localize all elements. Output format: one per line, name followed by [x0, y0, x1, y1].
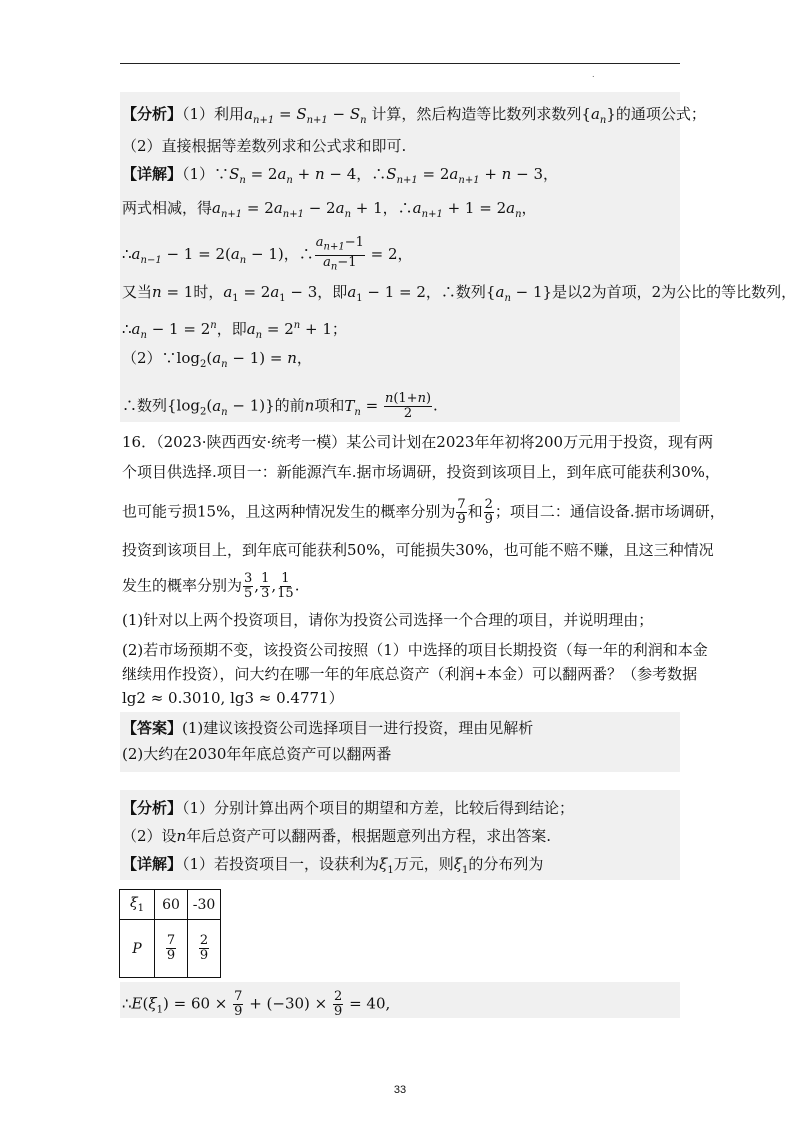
analysis2-line2: （2）设n年后总资产可以翻两番，根据题意列出方程，求出答案. — [122, 827, 551, 845]
problem-l1: 16．（2023·陕西西安·统考一模）某公司计划在2023年年初将200万元用于投资，现有两 — [122, 433, 714, 451]
problem-l5: 发生的概率分别为 $\frac{3}{5}$ , $\frac{1}{3}$ , $\frac{1}{15}$ . — [122, 571, 300, 601]
table-cell-60: 60 — [155, 890, 188, 920]
detail2-tag: 【详解】 — [122, 855, 183, 873]
problem-l3: 也可能亏损15%，且这两种情况发生的概率分别为 $\frac{7}{9}$ 和 $\frac{2}{9}$ ；项目二：通信设备.据市场调研， — [122, 497, 725, 527]
problem-l4: 投资到该项目上，到年底可能获利50%，可能损失30%，也可能不赔不赚，且这三种情况 — [122, 541, 714, 559]
analysis2-line1 — [122, 798, 574, 818]
question-1: (1)针对以上两个投资项目，请你为投资公司选择一个合理的项目，并说明理由； — [122, 611, 654, 629]
table-cell-2-9: $\frac{2}{9}$ — [188, 920, 221, 978]
detail1-l5: $\therefore a_n - 1 = 2^n$，即$a_n = 2^n + 1$； — [122, 320, 347, 341]
answer-line2: (2)大约在2030年年底总资产可以翻两番 — [122, 745, 392, 763]
header-dot: . — [592, 70, 595, 79]
answer-line1 — [122, 718, 533, 738]
detail1-l1: 【详解】$(1)\because S_n = 2a_n + n - 4$，$\therefore S_{n+1} = 2a_{n+1} + n - 3$， — [122, 165, 558, 186]
detail2-line1: 【详解】（1）若投资项目一，设获利为$\xi_1$万元，则$\xi_1$的分布列为 — [122, 855, 544, 876]
answer-1: (1)建议该投资公司选择项目一进行投资，理由见解析 — [182, 719, 534, 737]
question-2c: lg2 ≈ 0.3010, lg3 ≈ 0.4771） — [122, 689, 344, 707]
table-cell-p: P — [120, 920, 155, 978]
analysis1-line2: （2）直接根据等差数列求和公式求和即可. — [122, 137, 407, 155]
analysis2-text1: （1）分别计算出两个项目的期望和方差，比较后得到结论； — [182, 799, 575, 817]
distribution-table — [119, 889, 221, 978]
analysis2-tag: 【分析】 — [122, 799, 183, 817]
expectation-line: $\therefore E(\xi_1) = 60$ × $\frac{7}{9}$ + (−30) × $\frac{2}{9}$ = 40, — [122, 989, 391, 1019]
table-cell-neg30: -30 — [188, 890, 221, 920]
header-rule — [120, 63, 680, 64]
detail1-l2: 两式相减，得$a_{n+1} = 2a_{n+1} - 2a_n + 1$，$\therefore a_{n+1} + 1 = 2a_n$， — [122, 199, 537, 220]
detail1-l7: ∴数列$\{\log_2(a_n - 1)\}$的前n项和$T_n$ = $\frac{n(1+n)}{2}$ . — [122, 391, 438, 421]
page-number: 33 — [393, 1084, 407, 1096]
question-2b: 继续用作投资），问大约在哪一年的年底总资产（利润+本金）可以翻两番？（参考数据 — [122, 665, 698, 683]
detail1-l6: $(2)\because\log_2(a_n - 1) = n$， — [122, 349, 312, 370]
detail1-l3: $\therefore a_{n-1} - 1 = 2(a_n - 1)$，∴ $\frac{a_{n+1}-1}{a_n-1}$ = 2， — [122, 235, 413, 273]
detail-tag: 【详解】 — [122, 165, 183, 183]
table-cell-xi: $\xi_1$ — [120, 890, 155, 920]
analysis1-line1: 【分析】（1）利用$a_{n+1} = S_{n+1} - S_n$ 计算，然后构造等比数列求数列$\{a_n\}$的通项公式； — [122, 105, 706, 126]
detail1-l4: 又当n = 1时，$a_1 = 2a_1 - 3$，即$a_1 - 1 = 2$，∴数列$\{a_n - 1\}$是以2为首项，2为公比的等比数列， — [122, 283, 797, 304]
question-2a: (2)若市场预期不变，该投资公司按照（1）中选择的项目长期投资（每一年的利润和本金 — [122, 641, 708, 659]
analysis-tag: 【分析】 — [122, 105, 183, 123]
problem-l2: 个项目供选择.项目一：新能源汽车.据市场调研，投资到该项目上，到年底可能获利30%， — [122, 463, 720, 481]
table-cell-7-9: $\frac{7}{9}$ — [155, 920, 188, 978]
answer-tag: 【答案】 — [122, 719, 183, 737]
